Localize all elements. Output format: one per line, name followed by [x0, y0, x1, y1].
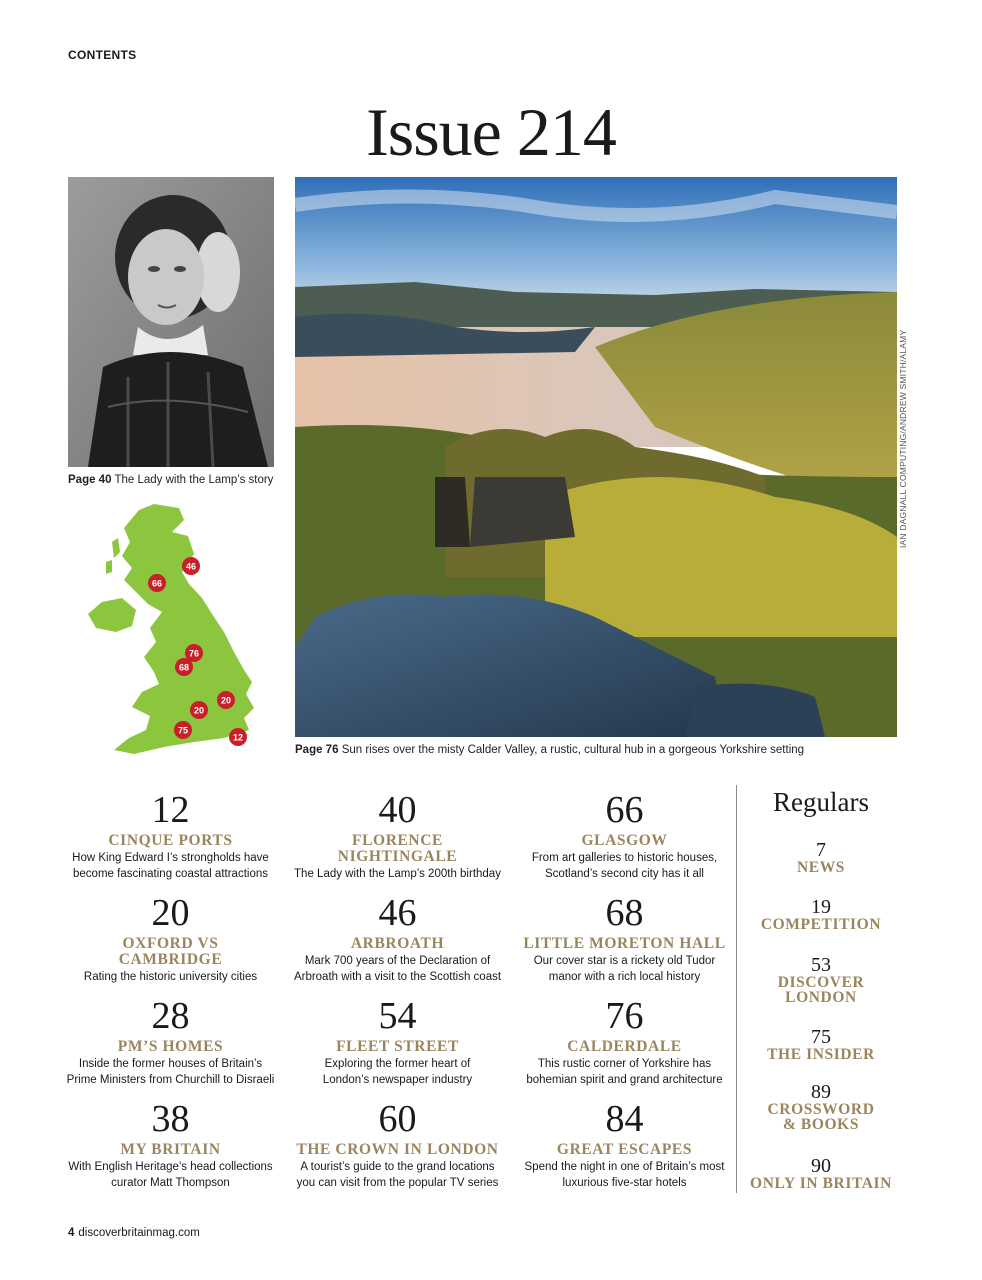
- feature-title: MY BRITAIN: [120, 1141, 221, 1158]
- column-divider: [736, 785, 737, 1193]
- feature-description: How King Edward I’s strongholds have become fascinating coastal attractions: [72, 852, 269, 880]
- feature-title: GREAT ESCAPES: [556, 1141, 693, 1158]
- regular-title: NEWS: [796, 859, 846, 876]
- feature-glasgow[interactable]: [517, 790, 732, 882]
- feature-page-number: 66: [605, 789, 644, 831]
- feature-page-number: 46: [378, 892, 417, 934]
- regular-the-insider[interactable]: [742, 1027, 900, 1062]
- feature-page-number: 28: [151, 995, 190, 1037]
- regular-page-number: 90: [811, 1155, 831, 1177]
- feature-description: From art galleries to historic houses, Scotland’s second city has it all: [531, 852, 718, 880]
- regular-news[interactable]: [742, 840, 900, 875]
- regular-page-number: 53: [811, 954, 831, 976]
- landscape-caption-text: Sun rises over the misty Calder Valley, a rustic, cultural hub in a gorgeous Yorkshire setting: [341, 744, 805, 756]
- regular-discover-london[interactable]: [742, 955, 900, 1005]
- ireland-shape: [88, 598, 136, 632]
- feature-my-britain[interactable]: [63, 1099, 278, 1191]
- feature-title: ARBROATH: [350, 935, 445, 952]
- feature-description: Spend the night in one of Britain’s most luxurious five-star hotels: [524, 1161, 725, 1189]
- feature-arbroath[interactable]: [290, 893, 505, 985]
- feature-page-number: 84: [605, 1098, 644, 1140]
- feature-description: With English Heritage’s head collections curator Matt Thompson: [68, 1161, 273, 1189]
- feature-page-number: 40: [378, 789, 417, 831]
- landscape-caption: [295, 744, 804, 756]
- issue-title: Issue 214: [366, 94, 616, 170]
- feature-title: FLORENCE NIGHTINGALE: [337, 832, 458, 865]
- feature-description: Our cover star is a rickety old Tudor manor with a rich local history: [533, 955, 716, 983]
- feature-pms-homes[interactable]: [63, 996, 278, 1088]
- regular-only-in-britain[interactable]: [742, 1156, 900, 1191]
- map-marker-label: 46: [185, 561, 197, 572]
- feature-title: OXFORD VS CAMBRIDGE: [118, 935, 223, 968]
- portrait-caption-text: The Lady with the Lamp’s story: [114, 474, 274, 486]
- feature-description: This rustic corner of Yorkshire has bohemian spirit and grand architecture: [526, 1058, 723, 1086]
- section-label: CONTENTS: [68, 48, 137, 62]
- regular-title: DISCOVER LONDON: [777, 974, 865, 1006]
- hebrides-shape: [106, 538, 120, 574]
- great-britain-shape: [114, 504, 254, 754]
- feature-page-number: 68: [605, 892, 644, 934]
- portrait-caption: [68, 474, 273, 486]
- regulars-heading: Regulars: [773, 787, 869, 817]
- regular-crossword-books[interactable]: [742, 1082, 900, 1132]
- feature-calderdale[interactable]: [517, 996, 732, 1088]
- regular-competition[interactable]: [742, 897, 900, 932]
- feature-cinque-ports[interactable]: [63, 790, 278, 882]
- feature-title: CINQUE PORTS: [108, 832, 233, 849]
- feature-page-number: 76: [605, 995, 644, 1037]
- feature-description: Inside the former houses of Britain’s Prime Ministers from Churchill to Disraeli: [66, 1058, 275, 1086]
- regular-page-number: 7: [816, 839, 826, 861]
- feature-oxford-vs-cambridge[interactable]: [63, 893, 278, 985]
- map-marker-label: 66: [151, 578, 163, 589]
- feature-little-moreton-hall[interactable]: [517, 893, 732, 985]
- feature-page-number: 12: [151, 789, 190, 831]
- landscape-caption-page: Page 76: [295, 744, 339, 756]
- regular-page-number: 75: [811, 1026, 831, 1048]
- map-marker-label: 20: [220, 695, 232, 706]
- map-marker-label: 75: [177, 725, 189, 736]
- feature-florence-nightingale[interactable]: [290, 790, 505, 882]
- regular-title: THE INSIDER: [767, 1046, 875, 1063]
- regular-title: ONLY IN BRITAIN: [750, 1175, 892, 1192]
- footer-site: discoverbritainmag.com: [78, 1227, 200, 1239]
- portrait-caption-page: Page 40: [68, 474, 112, 486]
- feature-description: A tourist’s guide to the grand locations you can visit from the popular TV series: [296, 1161, 499, 1189]
- landscape-photo: [295, 177, 897, 737]
- map-marker-label: 12: [232, 732, 244, 743]
- feature-page-number: 54: [378, 995, 417, 1037]
- feature-description: Exploring the former heart of London’s newspaper industry: [322, 1058, 473, 1086]
- feature-great-escapes[interactable]: [517, 1099, 732, 1191]
- feature-title: PM’S HOMES: [117, 1038, 224, 1055]
- feature-fleet-street[interactable]: [290, 996, 505, 1088]
- feature-title: CALDERDALE: [567, 1038, 682, 1055]
- feature-description: Mark 700 years of the Declaration of Arbroath with a visit to the Scottish coast: [293, 955, 502, 983]
- feature-the-crown-in-london[interactable]: [290, 1099, 505, 1191]
- feature-description: The Lady with the Lamp’s 200th birthday: [294, 868, 501, 880]
- regular-page-number: 89: [811, 1081, 831, 1103]
- page-footer: [68, 1227, 200, 1239]
- uk-map: [84, 502, 274, 762]
- portrait-photo: [68, 177, 274, 467]
- feature-title: FLEET STREET: [336, 1038, 459, 1055]
- feature-title: LITTLE MORETON HALL: [523, 935, 726, 952]
- feature-page-number: 20: [151, 892, 190, 934]
- footer-page-number: 4: [68, 1227, 75, 1239]
- feature-title: THE CROWN IN LONDON: [296, 1141, 499, 1158]
- map-marker-label: 68: [178, 662, 190, 673]
- regular-page-number: 19: [811, 896, 831, 918]
- map-marker-label: 76: [188, 648, 200, 659]
- feature-title: GLASGOW: [581, 832, 668, 849]
- feature-page-number: 60: [378, 1098, 417, 1140]
- feature-description: Rating the historic university cities: [83, 971, 258, 983]
- regular-title: COMPETITION: [760, 916, 882, 933]
- regular-title: CROSSWORD & BOOKS: [767, 1101, 875, 1133]
- photo-credit: IAN DAGNALL COMPUTING/ANDREW SMITH/ALAMY: [898, 329, 908, 548]
- feature-page-number: 38: [151, 1098, 190, 1140]
- map-marker-label: 20: [193, 705, 205, 716]
